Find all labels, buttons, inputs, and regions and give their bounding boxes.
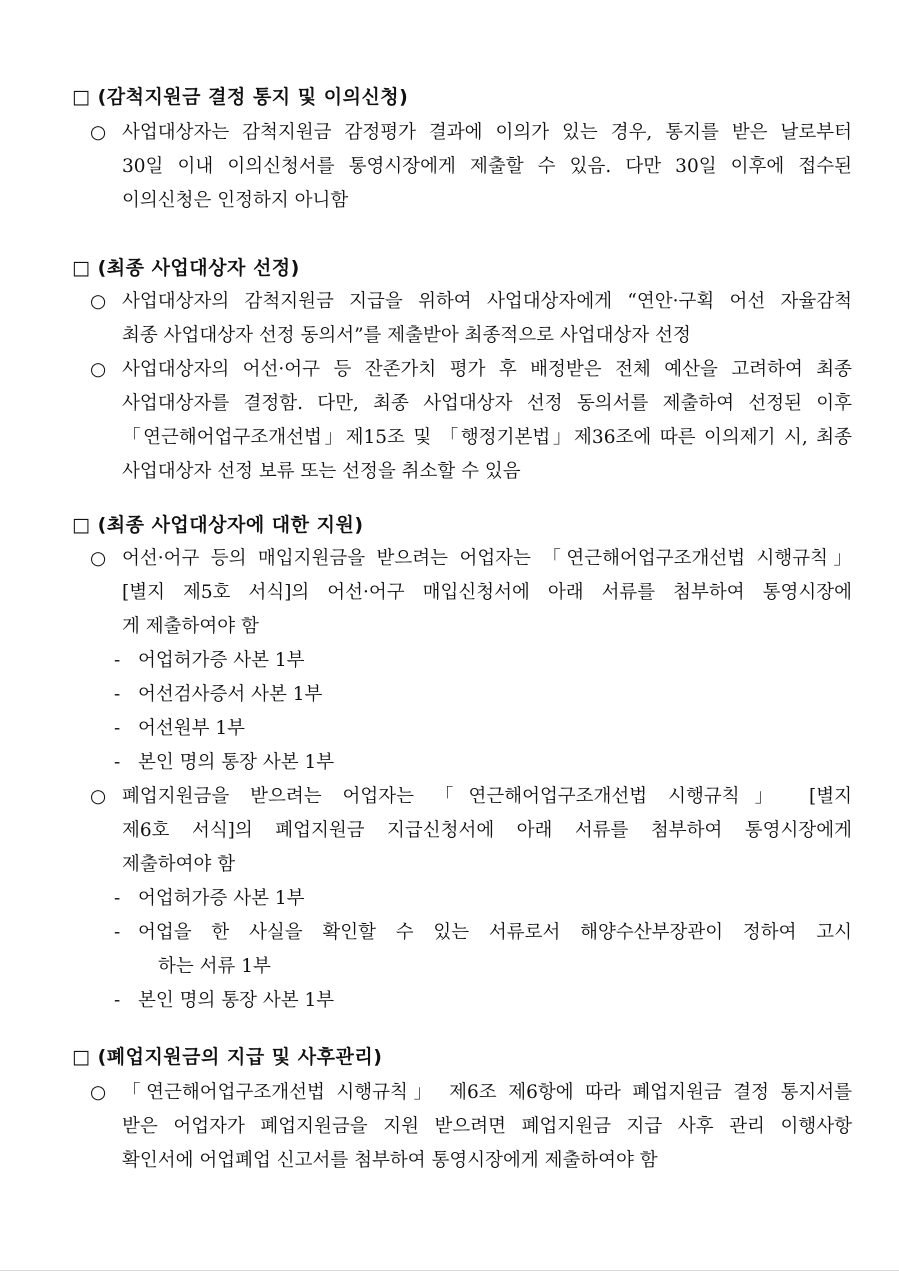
text-line: 제6호 서식]의 폐업지원금 지급신청서에 아래 서류를 첨부하여 통영시장에게 <box>122 820 852 841</box>
section-heading: □ (최종 사업대상자 선정) <box>72 257 300 279</box>
bullet-item <box>72 1076 852 1178</box>
text-line: 어업허가증 사본 1부 <box>138 650 305 671</box>
circle-bullet-icon: ○ <box>90 786 107 807</box>
section-heading: □ (폐업지원금의 지급 및 사후관리) <box>72 1046 383 1068</box>
section-heading: □ (감척지원금 결정 통지 및 이의신청) <box>72 86 409 108</box>
list-item <box>72 746 852 780</box>
dash-bullet-icon: - <box>114 718 121 739</box>
dash-bullet-icon: - <box>114 752 121 773</box>
dash-bullet-icon: - <box>114 684 121 705</box>
text-line: 사업대상자의 감척지원금 지급을 위하여 사업대상자에게 “연안·구획 어선 자율감척 <box>122 291 852 312</box>
text-line: 「연근해어업구조개선법」제15조 및 「행정기본법」제36조에 따른 이의제기 시, 최종 <box>122 427 852 448</box>
text-line: [별지 제5호 서식]의 어선·어구 매입신청서에 아래 서류를 첨부하여 통영시장에 <box>122 582 852 603</box>
circle-bullet-icon: ○ <box>90 122 107 143</box>
text-line: 하는 서류 1부 <box>158 956 271 977</box>
bullet-item <box>72 285 852 353</box>
section-heading: □ (최종 사업대상자에 대한 지원) <box>72 514 364 536</box>
bullet-item <box>72 780 852 882</box>
list-item <box>72 984 852 1018</box>
text-line: 받은 어업자가 폐업지원금을 지원 받으려면 폐업지원금 지급 사후 관리 이행사항 <box>122 1116 852 1137</box>
circle-bullet-icon: ○ <box>90 359 107 380</box>
section-payment-aftercare <box>72 1042 852 1178</box>
dash-bullet-icon: - <box>114 990 121 1011</box>
text-line: 어선·어구 등의 매입지원금을 받으려는 어업자는 「연근해어업구조개선법 시행규칙」 <box>122 548 852 569</box>
list-item <box>72 916 852 984</box>
text-line: 사업대상자를 결정함. 다만, 최종 사업대상자 선정 동의서를 제출하여 선정된 이후 <box>122 393 852 414</box>
text-line: 이의신청은 인정하지 아니함 <box>122 190 349 211</box>
section-final-selection <box>72 253 852 489</box>
text-line: 확인서에 어업폐업 신고서를 첨부하여 통영시장에게 제출하여야 함 <box>122 1150 658 1171</box>
text-line: 제출하여야 함 <box>122 854 236 875</box>
text-line: 본인 명의 통장 사본 1부 <box>138 990 335 1011</box>
text-line: 최종 사업대상자 선정 동의서”를 제출받아 최종적으로 사업대상자 선정 <box>122 325 691 346</box>
text-line: 게 제출하여야 함 <box>122 616 259 637</box>
dash-bullet-icon: - <box>114 888 121 909</box>
text-line: 어업을 한 사실을 확인할 수 있는 서류로서 해양수산부장관이 정하여 고시 <box>138 922 852 943</box>
text-line: 사업대상자는 감척지원금 감정평가 결과에 이의가 있는 경우, 통지를 받은 날로부터 <box>122 122 852 143</box>
list-item <box>72 882 852 916</box>
text-line: 사업대상자 선정 보류 또는 선정을 취소할 수 있음 <box>122 461 521 482</box>
section-objection <box>72 82 852 218</box>
text-line: 본인 명의 통장 사본 1부 <box>138 752 335 773</box>
text-line: 사업대상자의 어선·어구 등 잔존가치 평가 후 배정받은 전체 예산을 고려하여 최종 <box>122 359 852 380</box>
section-support <box>72 510 852 1018</box>
text-line: 어업허가증 사본 1부 <box>138 888 305 909</box>
list-item <box>72 712 852 746</box>
list-item <box>72 644 852 678</box>
text-line: 어선원부 1부 <box>138 718 246 739</box>
dash-bullet-icon: - <box>114 650 121 671</box>
bullet-item <box>72 116 852 218</box>
bullet-item <box>72 353 852 489</box>
circle-bullet-icon: ○ <box>90 291 107 312</box>
text-line: 30일 이내 이의신청서를 통영시장에게 제출할 수 있음. 다만 30일 이후에 접수된 <box>122 156 852 177</box>
bullet-item <box>72 542 852 644</box>
text-line: 어선검사증서 사본 1부 <box>138 684 323 705</box>
dash-bullet-icon: - <box>114 922 121 943</box>
page-divider <box>0 1270 899 1271</box>
circle-bullet-icon: ○ <box>90 1082 107 1103</box>
text-line: 「연근해어업구조개선법 시행규칙」 제6조 제6항에 따라 폐업지원금 결정 통지서를 <box>122 1082 852 1103</box>
circle-bullet-icon: ○ <box>90 548 107 569</box>
text-line: 폐업지원금을 받으려는 어업자는 「연근해어업구조개선법 시행규칙」 [별지 <box>122 786 852 807</box>
list-item <box>72 678 852 712</box>
